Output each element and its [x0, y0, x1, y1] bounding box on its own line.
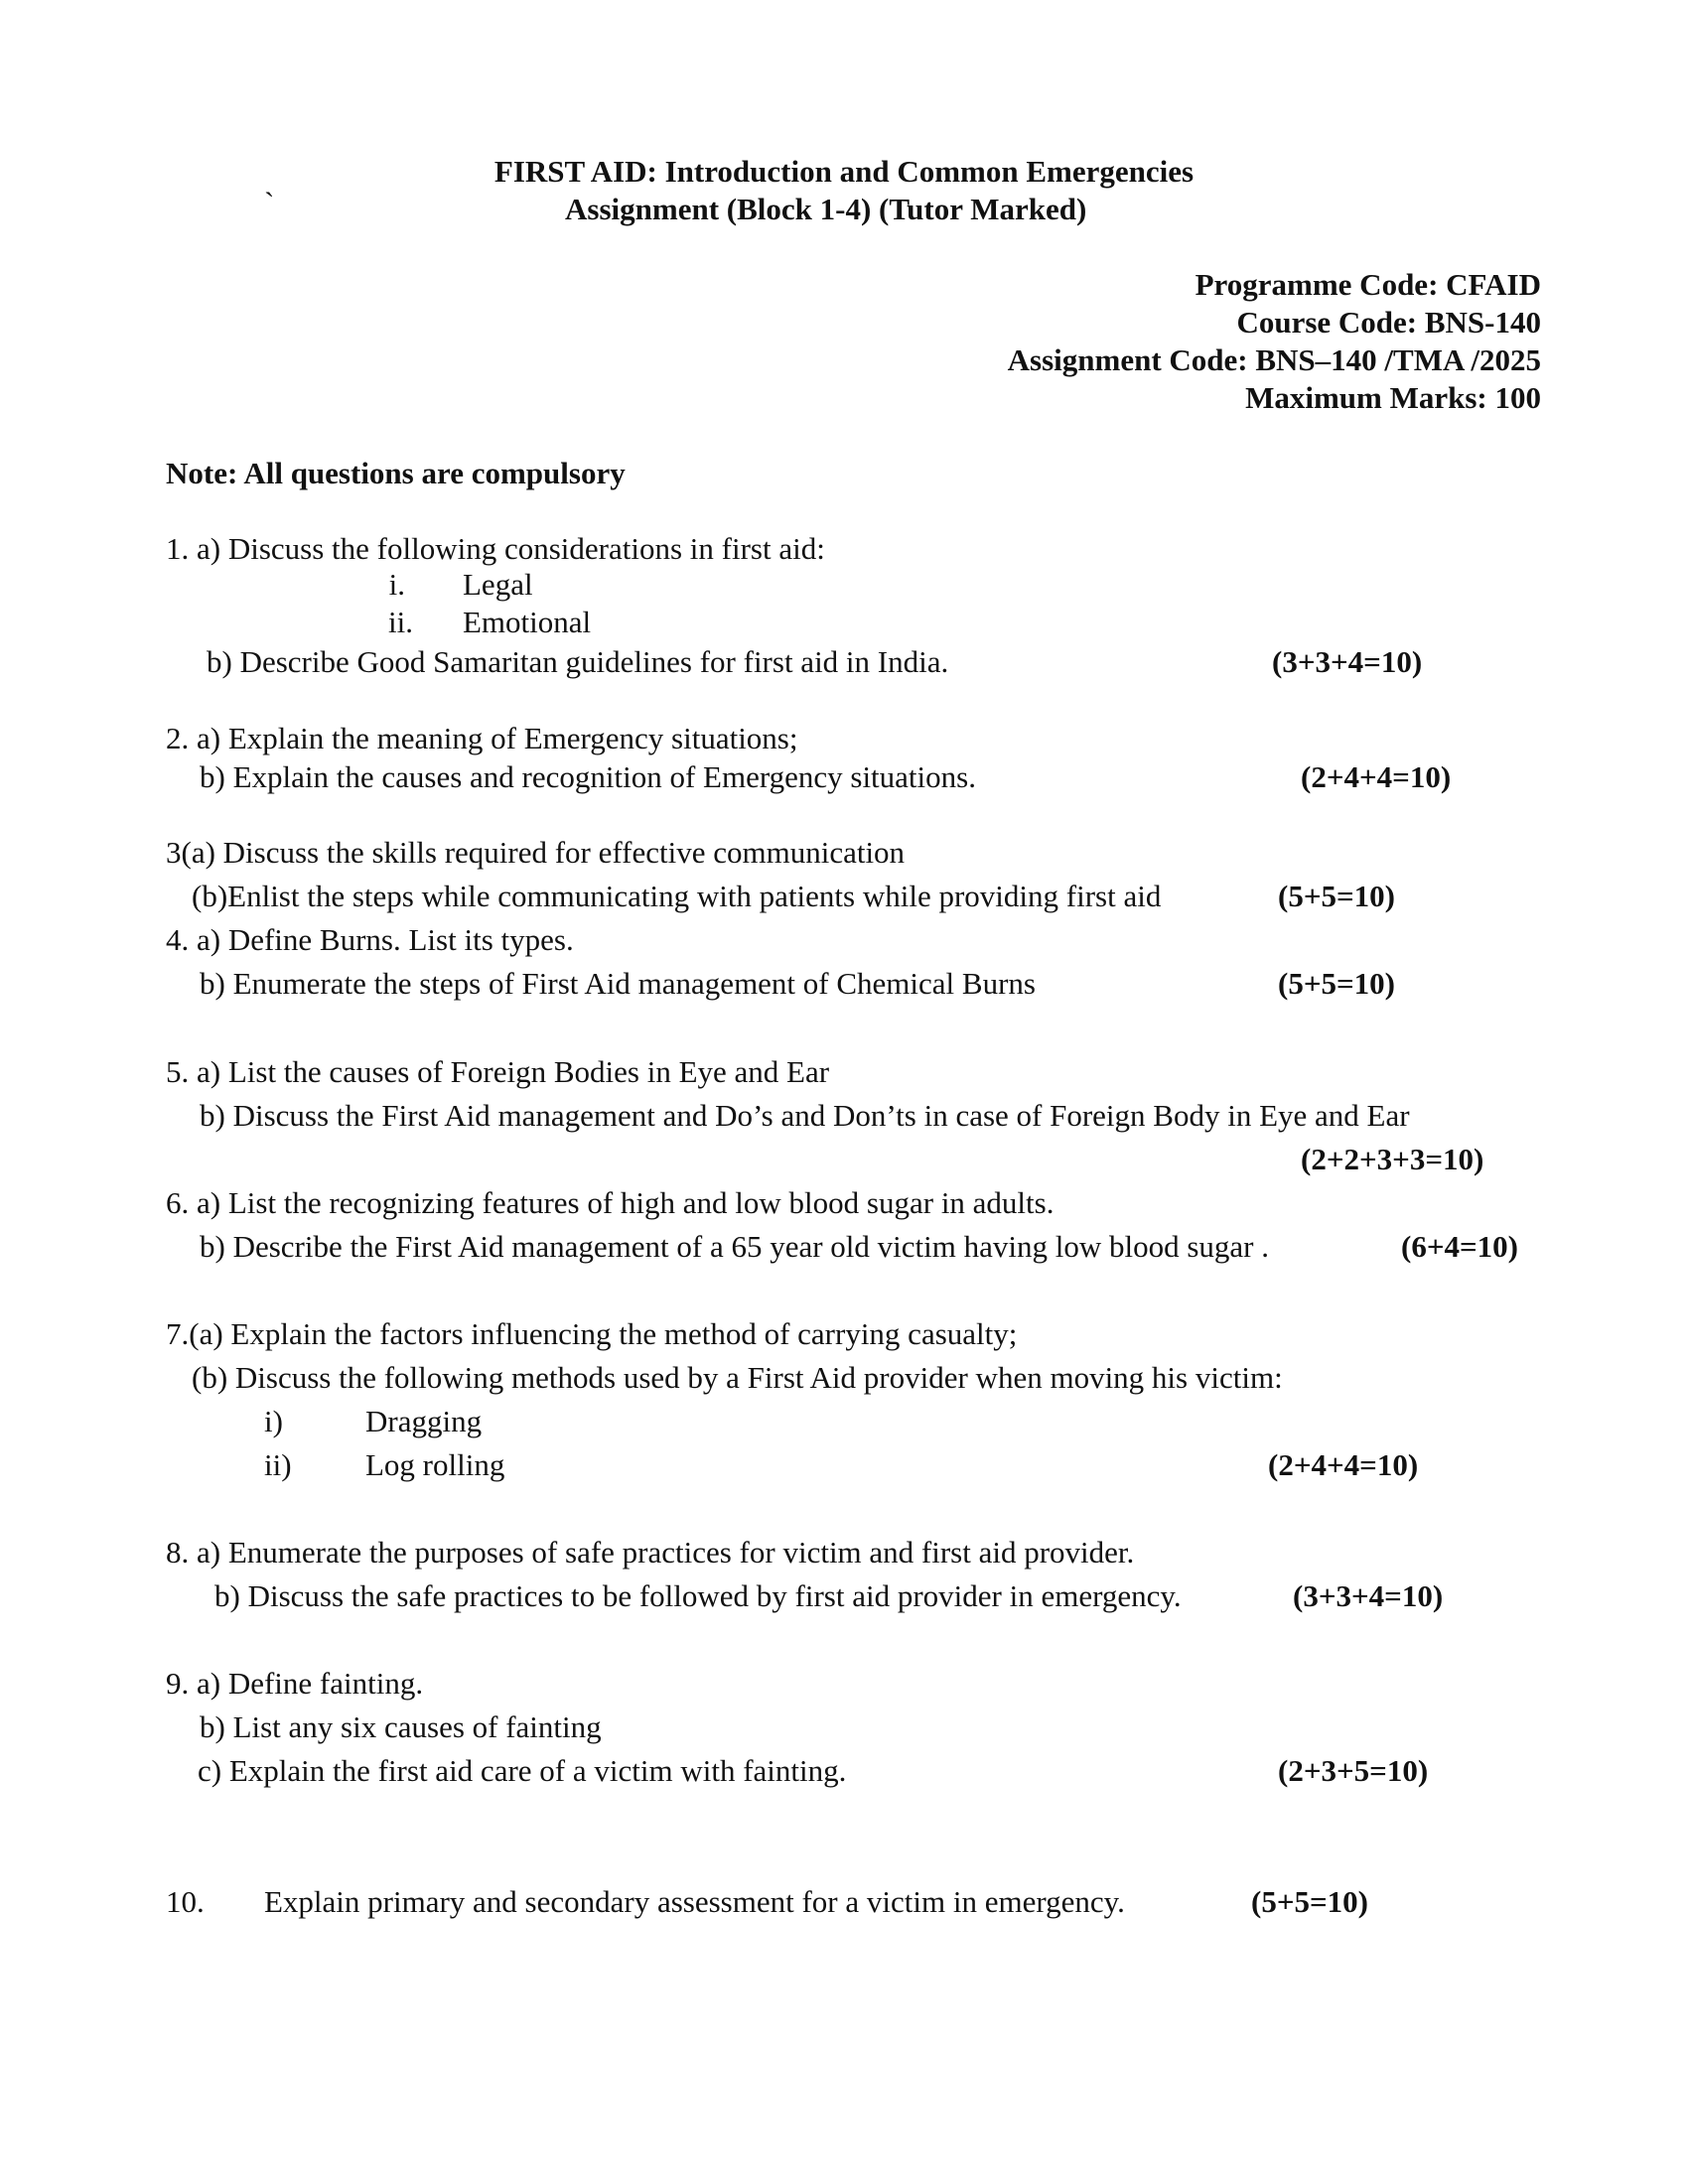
question-2-part-a: 2. a) Explain the meaning of Emergency situations; [166, 721, 798, 755]
question-1-part-a: 1. a) Discuss the following considerations in first aid: [166, 531, 825, 566]
question-1-item-ii-text: Emotional [463, 605, 592, 639]
question-7-part-b: (b) Discuss the following methods used by a First Aid provider when moving his victim: [192, 1360, 1283, 1395]
question-9-part-a: 9. a) Define fainting. [166, 1666, 424, 1701]
maximum-marks: Maximum Marks: 100 [1245, 380, 1541, 415]
question-6-marks: (6+4=10) [1401, 1229, 1518, 1264]
question-7-item-ii-text: Log rolling [365, 1447, 505, 1482]
question-3-part-a: 3(a) Discuss the skills required for effective communication [166, 835, 906, 870]
question-4-part-b: b) Enumerate the steps of First Aid management of Chemical Burns [200, 966, 1036, 1001]
stray-backtick: ` [264, 186, 275, 220]
question-5-part-b: b) Discuss the First Aid management and Do’s and Don’ts in case of Foreign Body in Eye and Ear [200, 1098, 1410, 1133]
question-8-marks: (3+3+4=10) [1293, 1578, 1444, 1613]
course-code: Course Code: BNS-140 [1236, 305, 1541, 340]
question-6-part-a: 6. a) List the recognizing features of high and low blood sugar in adults. [166, 1185, 1055, 1220]
assignment-code: Assignment Code: BNS–140 /TMA /2025 [1007, 342, 1541, 377]
document-subtitle: Assignment (Block 1-4) (Tutor Marked) [565, 192, 1087, 226]
question-10-text: Explain primary and secondary assessment for a victim in emergency. [264, 1884, 1125, 1919]
programme-code: Programme Code: CFAID [1195, 267, 1541, 302]
question-6-part-b: b) Describe the First Aid management of a 65 year old victim having low blood sugar . [200, 1229, 1270, 1264]
question-5-marks: (2+2+3+3=10) [1301, 1142, 1484, 1176]
question-7-item-ii-number: ii) [264, 1447, 292, 1482]
question-7-item-i-number: i) [264, 1404, 283, 1438]
question-3-marks: (5+5=10) [1278, 879, 1395, 913]
question-2-part-b: b) Explain the causes and recognition of Emergency situations. [200, 759, 976, 794]
question-7-item-i-text: Dragging [365, 1404, 483, 1438]
question-5-part-a: 5. a) List the causes of Foreign Bodies in Eye and Ear [166, 1054, 830, 1089]
question-1-marks: (3+3+4=10) [1272, 644, 1423, 679]
note: Note: All questions are compulsory [166, 456, 626, 490]
document-title: FIRST AID: Introduction and Common Emergencies [493, 154, 1195, 189]
question-7-marks: (2+4+4=10) [1268, 1447, 1419, 1482]
question-3-part-b: (b)Enlist the steps while communicating with patients while providing first aid [192, 879, 1162, 913]
question-9-part-b: b) List any six causes of fainting [200, 1709, 602, 1744]
question-8-part-b: b) Discuss the safe practices to be followed by first aid provider in emergency. [214, 1578, 1182, 1613]
question-4-marks: (5+5=10) [1278, 966, 1395, 1001]
question-8-part-a: 8. a) Enumerate the purposes of safe practices for victim and first aid provider. [166, 1535, 1135, 1570]
question-7-part-a: 7.(a) Explain the factors influencing the method of carrying casualty; [166, 1316, 1018, 1351]
question-10-number: 10. [166, 1884, 205, 1919]
question-1-item-i-number: i. [388, 567, 405, 602]
question-9-marks: (2+3+5=10) [1278, 1753, 1429, 1788]
question-2-marks: (2+4+4=10) [1301, 759, 1452, 794]
question-1-part-b: b) Describe Good Samaritan guidelines for first aid in India. [207, 644, 949, 679]
question-9-part-c: c) Explain the first aid care of a victim with fainting. [198, 1753, 847, 1788]
question-10-marks: (5+5=10) [1251, 1884, 1368, 1919]
question-4-part-a: 4. a) Define Burns. List its types. [166, 922, 574, 957]
question-1-item-ii-number: ii. [388, 605, 413, 639]
question-1-item-i-text: Legal [463, 567, 533, 602]
